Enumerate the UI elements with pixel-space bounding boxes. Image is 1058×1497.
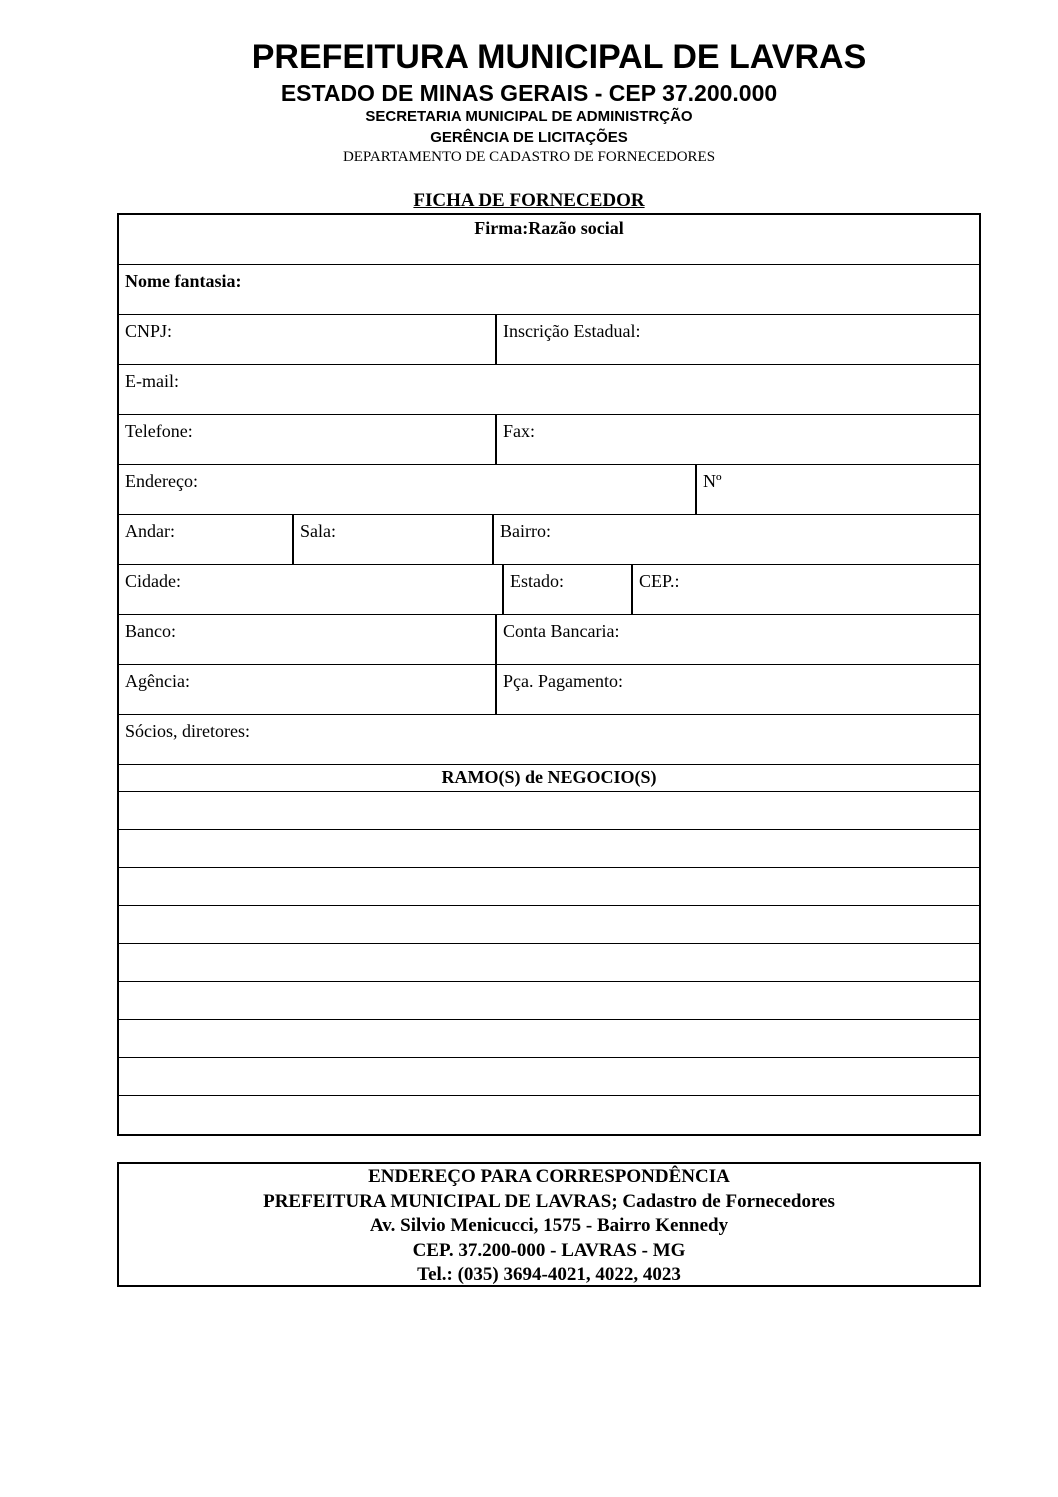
row-endereco: [119, 465, 979, 515]
header-secretaria: SECRETARIA MUNICIPAL DE ADMINISTRÇÃO: [365, 108, 693, 125]
ramo-line[interactable]: [119, 792, 979, 830]
field-fax[interactable]: Fax:: [495, 415, 979, 464]
field-nome-fantasia[interactable]: Nome fantasia:: [125, 271, 242, 291]
row-telefone: [119, 415, 979, 465]
field-andar[interactable]: Andar:: [125, 521, 175, 541]
field-cnpj[interactable]: CNPJ:: [125, 321, 173, 341]
field-endereco[interactable]: Endereço:: [125, 471, 198, 491]
ramo-line[interactable]: [119, 944, 979, 982]
ramo-negocio-heading: RAMO(S) de NEGOCIO(S): [441, 767, 657, 787]
ramo-line[interactable]: [119, 982, 979, 1020]
field-sala[interactable]: Sala:: [292, 515, 492, 564]
correspondence-box: [117, 1162, 981, 1287]
field-numero[interactable]: Nº: [695, 465, 979, 514]
row-andar: [119, 515, 979, 565]
field-conta-bancaria[interactable]: Conta Bancaria:: [495, 615, 979, 664]
field-inscricao-estadual[interactable]: Inscrição Estadual:: [495, 315, 979, 364]
row-ramo-header: [119, 765, 979, 792]
ramo-line[interactable]: [119, 868, 979, 906]
footer-address: Av. Silvio Menicucci, 1575 - Bairro Kennedy: [369, 1215, 729, 1236]
field-cep[interactable]: CEP.:: [631, 565, 979, 614]
row-cnpj: [119, 315, 979, 365]
footer-organization: PREFEITURA MUNICIPAL DE LAVRAS; Cadastro de Fornecedores: [263, 1190, 835, 1212]
ramo-line[interactable]: [119, 906, 979, 944]
header-prefeitura: PREFEITURA MUNICIPAL DE LAVRAS: [251, 38, 867, 76]
footer-cep: CEP. 37.200-000 - LAVRAS - MG: [412, 1239, 686, 1261]
field-cidade[interactable]: Cidade:: [125, 571, 181, 591]
row-agencia: [119, 665, 979, 715]
field-bairro[interactable]: Bairro:: [492, 515, 979, 564]
supplier-form: [117, 213, 981, 1136]
field-praca-pagamento[interactable]: Pça. Pagamento:: [495, 665, 979, 714]
row-firma: [119, 215, 979, 265]
field-socios-diretores[interactable]: Sócios, diretores:: [125, 721, 250, 741]
row-banco: [119, 615, 979, 665]
header-estado: ESTADO DE MINAS GERAIS - CEP 37.200.000: [280, 80, 778, 106]
form-title: FICHA DE FORNECEDOR: [413, 190, 645, 211]
ramo-line[interactable]: [119, 830, 979, 868]
header-departamento: DEPARTAMENTO DE CADASTRO DE FORNECEDORES: [342, 149, 716, 165]
row-nome-fantasia: [119, 265, 979, 315]
footer-title: ENDEREÇO PARA CORRESPONDÊNCIA: [368, 1166, 730, 1187]
ramo-line[interactable]: [119, 1020, 979, 1058]
row-socios: [119, 715, 979, 765]
ramo-line[interactable]: [119, 1058, 979, 1096]
field-email[interactable]: E-mail:: [125, 371, 179, 391]
field-banco[interactable]: Banco:: [125, 621, 176, 641]
header-gerencia: GERÊNCIA DE LICITAÇÕES: [430, 129, 628, 146]
field-firma[interactable]: Firma:Razão social: [474, 218, 624, 238]
ramo-line[interactable]: [119, 1096, 979, 1134]
row-email: [119, 365, 979, 415]
footer-phone: Tel.: (035) 3694-4021, 4022, 4023: [417, 1264, 681, 1285]
field-agencia[interactable]: Agência:: [125, 671, 190, 691]
field-estado[interactable]: Estado:: [502, 565, 631, 614]
field-telefone[interactable]: Telefone:: [125, 421, 193, 441]
row-cidade: [119, 565, 979, 615]
